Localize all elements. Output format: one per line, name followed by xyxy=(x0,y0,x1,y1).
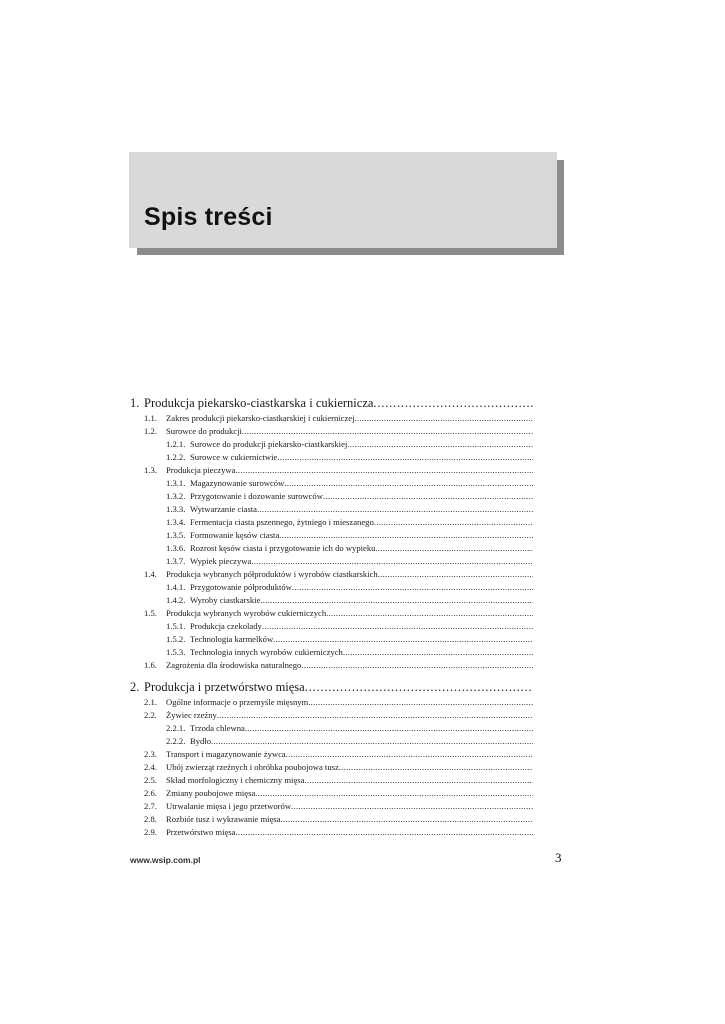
chapter-spacer xyxy=(130,672,533,679)
page-title: Spis treści xyxy=(144,203,273,231)
toc-entry-number: 2.1. xyxy=(144,697,157,707)
toc-dot-leader xyxy=(355,412,533,425)
toc-entry-number: 1.3.1. xyxy=(166,478,186,488)
toc-entry-label: Przygotowanie i dozowanie surowców xyxy=(190,491,323,501)
toc-entry-number: 1.3.3. xyxy=(166,504,186,514)
toc-entry-row xyxy=(130,464,533,477)
toc-entry-label: Surowce do produkcji piekarsko-ciastkarskiej xyxy=(190,439,348,449)
toc-entry-row xyxy=(130,787,533,800)
toc-dot-leader xyxy=(374,516,533,529)
toc-entry-label: Skład morfologiczny i chemiczny mięsa xyxy=(166,775,305,785)
toc-dot-leader xyxy=(375,542,533,555)
toc-entry-row xyxy=(130,581,533,594)
toc-entry-row xyxy=(130,774,533,787)
toc-dot-leader xyxy=(251,555,533,568)
toc-dot-leader xyxy=(304,774,533,787)
toc-entry-row xyxy=(130,438,533,451)
toc-entry-number: 2.7. xyxy=(144,801,157,811)
toc-dot-leader xyxy=(281,813,533,826)
toc-entry-number: 1.3.2. xyxy=(166,491,186,501)
toc-entry-row xyxy=(130,529,533,542)
toc-entry-number: 2.4. xyxy=(144,762,157,772)
toc-entry-row xyxy=(130,646,533,659)
toc-dot-leader xyxy=(343,646,533,659)
toc-entry-row xyxy=(130,813,533,826)
toc-entry-number: 1.4. xyxy=(144,569,157,579)
toc-entry-row xyxy=(130,594,533,607)
toc-entry-number: 1.1. xyxy=(144,413,157,423)
toc-dot-leader xyxy=(273,633,533,646)
toc-dot-leader xyxy=(378,568,533,581)
toc-entry-row xyxy=(130,555,533,568)
toc-chapter-row xyxy=(130,679,533,696)
toc-entry-number: 1.3.7. xyxy=(166,556,186,566)
toc-dot-leader xyxy=(260,594,533,607)
toc-dot-leader xyxy=(242,425,533,438)
table-of-contents xyxy=(130,395,533,839)
toc-entry-row xyxy=(130,633,533,646)
toc-entry-label: Bydło xyxy=(190,736,212,746)
toc-entry-row xyxy=(130,735,533,748)
toc-entry-label: Wytwarzanie ciasta xyxy=(190,504,257,514)
toc-entry-label: Produkcja czekolady xyxy=(190,621,262,631)
toc-dot-leader xyxy=(347,438,533,451)
toc-entry-number: 1.2.1. xyxy=(166,439,186,449)
toc-entry-label: Surowce do produkcji xyxy=(166,426,242,436)
toc-entry-number: 1.2. xyxy=(144,426,157,436)
toc-entry-row xyxy=(130,620,533,633)
toc-entry-label: Wypiek pieczywa xyxy=(190,556,252,566)
toc-dot-leader xyxy=(305,679,533,696)
toc-dot-leader xyxy=(292,581,533,594)
toc-entry-label: Technologia innych wyrobów cukierniczych xyxy=(190,647,343,657)
toc-entry-row xyxy=(130,516,533,529)
toc-entry-number: 1.3.5. xyxy=(166,530,186,540)
toc-entry-row xyxy=(130,412,533,425)
toc-entry-label: Wyroby ciastkarskie xyxy=(190,595,261,605)
toc-entry-number: 1.5.3. xyxy=(166,647,186,657)
toc-entry-label: Formowanie kęsów ciasta xyxy=(190,530,280,540)
toc-dot-leader xyxy=(301,659,533,672)
toc-dot-leader xyxy=(323,490,533,503)
toc-entry-label: Zakres produkcji piekarsko-ciastkarskiej i cukierniczej xyxy=(166,413,355,423)
toc-entry-row xyxy=(130,748,533,761)
toc-entry-number: 1. xyxy=(130,396,140,410)
toc-entry-number: 1.3. xyxy=(144,465,157,475)
page-number: 3 xyxy=(555,850,562,865)
toc-entry-label: Przygotowanie półproduktów xyxy=(190,582,292,592)
toc-dot-leader xyxy=(291,800,533,813)
toc-entry-label: Rozbiór tusz i wykrawanie mięsa xyxy=(166,814,281,824)
toc-entry-row xyxy=(130,800,533,813)
toc-entry-label: Zagrożenia dla środowiska naturalnego xyxy=(166,660,302,670)
toc-dot-leader xyxy=(262,620,533,633)
footer-url: www.wsip.com.pl xyxy=(130,855,201,865)
toc-entry-row xyxy=(130,503,533,516)
toc-entry-number: 1.5.1. xyxy=(166,621,186,631)
toc-dot-leader xyxy=(277,451,533,464)
toc-dot-leader xyxy=(255,787,533,800)
toc-entry-row xyxy=(130,659,533,672)
title-box xyxy=(129,152,557,248)
toc-entry-label: Produkcja piekarsko-ciastkarska i cukiernicza xyxy=(144,396,374,410)
toc-dot-leader xyxy=(326,607,533,620)
toc-entry-number: 2.2.1. xyxy=(166,723,186,733)
toc-entry-row xyxy=(130,451,533,464)
toc-entry-label: Rozrost kęsów ciasta i przygotowanie ich do wypieku xyxy=(190,543,376,553)
toc-dot-leader xyxy=(235,464,533,477)
toc-entry-label: Ogólne informacje o przemyśle mięsnym xyxy=(166,697,309,707)
toc-dot-leader xyxy=(235,826,533,839)
toc-entry-number: 1.2.2. xyxy=(166,452,186,462)
toc-entry-label: Produkcja wybranych wyrobów cukierniczych xyxy=(166,608,327,618)
toc-entry-row xyxy=(130,722,533,735)
toc-entry-row xyxy=(130,425,533,438)
toc-entry-number: 2.6. xyxy=(144,788,157,798)
toc-entry-label: Trzoda chlewna xyxy=(190,723,245,733)
toc-entry-number: 1.3.6. xyxy=(166,543,186,553)
toc-entry-row xyxy=(130,696,533,709)
toc-entry-label: Produkcja i przetwórstwo mięsa xyxy=(144,680,305,694)
toc-entry-number: 2.2. xyxy=(144,710,157,720)
toc-entry-row xyxy=(130,761,533,774)
toc-dot-leader xyxy=(257,503,533,516)
toc-entry-number: 1.5. xyxy=(144,608,157,618)
toc-entry-label: Surowce w cukiernictwie xyxy=(190,452,278,462)
toc-entry-label: Technologia karmelków xyxy=(190,634,274,644)
toc-entry-label: Magazynowanie surowców xyxy=(190,478,285,488)
toc-entry-number: 2. xyxy=(130,680,140,694)
toc-entry-number: 1.6. xyxy=(144,660,157,670)
toc-dot-leader xyxy=(211,735,533,748)
toc-entry-label: Zmiany poubojowe mięsa xyxy=(166,788,256,798)
toc-entry-label: Produkcja wybranych półproduktów i wyrobów ciastkarskich xyxy=(166,569,378,579)
toc-dot-leader xyxy=(217,709,533,722)
toc-entry-row xyxy=(130,826,533,839)
toc-entry-number: 2.9. xyxy=(144,827,157,837)
toc-entry-number: 2.3. xyxy=(144,749,157,759)
toc-entry-row xyxy=(130,490,533,503)
toc-entry-number: 1.5.2. xyxy=(166,634,186,644)
toc-entry-row xyxy=(130,542,533,555)
toc-dot-leader xyxy=(373,395,533,412)
toc-dot-leader xyxy=(284,477,533,490)
toc-entry-row xyxy=(130,568,533,581)
toc-dot-leader xyxy=(245,722,533,735)
toc-entry-number: 2.5. xyxy=(144,775,157,785)
toc-chapter-row xyxy=(130,395,533,412)
toc-entry-number: 2.2.2. xyxy=(166,736,186,746)
toc-entry-row xyxy=(130,477,533,490)
toc-entry-label: Przetwórstwo mięsa xyxy=(166,827,236,837)
toc-entry-label: Produkcja pieczywa xyxy=(166,465,236,475)
toc-entry-label: Ubój zwierząt rzeźnych i obróbka poubojowa tusz xyxy=(166,762,339,772)
toc-entry-number: 1.4.1. xyxy=(166,582,186,592)
toc-entry-label: Utrwalanie mięsa i jego przetworów xyxy=(166,801,292,811)
toc-entry-label: Fermentacja ciasta pszennego, żytniego i mieszanego xyxy=(190,517,374,527)
toc-entry-row xyxy=(130,607,533,620)
toc-dot-leader xyxy=(308,696,533,709)
toc-dot-leader xyxy=(339,761,533,774)
toc-entry-row xyxy=(130,709,533,722)
toc-entry-number: 2.8. xyxy=(144,814,157,824)
toc-dot-leader xyxy=(279,529,533,542)
toc-entry-number: 1.3.4. xyxy=(166,517,186,527)
toc-dot-leader xyxy=(286,748,533,761)
toc-entry-label: Żywiec rzeźny xyxy=(166,710,217,720)
toc-entry-number: 1.4.2. xyxy=(166,595,186,605)
toc-entry-label: Transport i magazynowanie żywca xyxy=(166,749,286,759)
